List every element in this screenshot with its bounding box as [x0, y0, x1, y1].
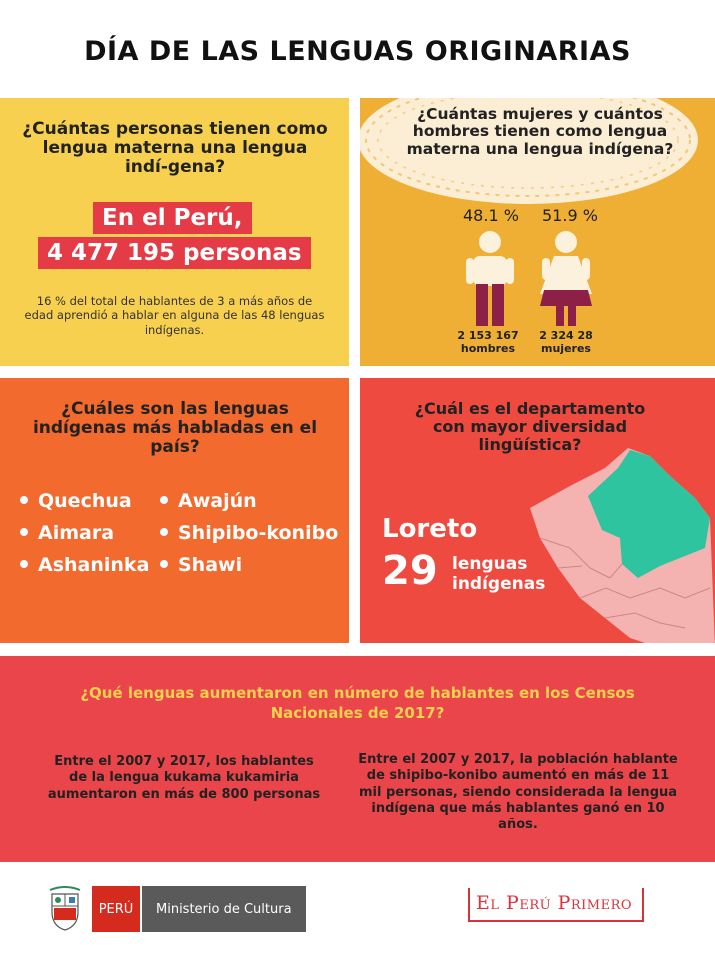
ministry-logo	[46, 886, 306, 932]
list-item: Quechua	[20, 485, 149, 517]
language-list-right	[160, 485, 338, 581]
list-item: Awajún	[160, 485, 338, 517]
question-census: ¿Qué lenguas aumentaron en número de hablantes en los Censos Nacionales de 2017?	[80, 684, 635, 722]
peru-label: PERÚ	[92, 886, 140, 932]
headline-total: 4 477 195 personas	[38, 237, 311, 269]
panel-most-spoken	[0, 378, 349, 643]
peru-coat-of-arms-icon	[46, 886, 84, 932]
woman-figure-icon	[536, 230, 596, 330]
census-paragraph-kukama: Entre el 2007 y 2017, los hablantes de la lengua kukama kukamiria aumentaron en más de 800 personas	[47, 754, 321, 802]
languages-label: lenguas indígenas	[452, 554, 546, 595]
question-diversity: ¿Cuál es el departamento con mayor diversidad lingüística?	[414, 399, 646, 454]
women-label: mujeres	[541, 341, 591, 355]
men-label: hombres	[460, 341, 516, 355]
page-title: DÍA DE LAS LENGUAS ORIGINARIAS	[84, 36, 631, 67]
ministry-label: Ministerio de Cultura	[140, 886, 306, 932]
panel-diversity	[360, 378, 715, 643]
men-count: 2 153 167	[457, 329, 519, 342]
panel-speakers-total	[0, 98, 349, 366]
men-count-block	[448, 330, 528, 355]
brand-logo: El Perú Primero	[468, 888, 644, 922]
list-item: Shipibo-konibo	[160, 517, 338, 549]
women-count-block	[526, 330, 606, 355]
men-percent: 48.1 %	[463, 206, 519, 225]
census-paragraph-shipibo: Entre el 2007 y 2017, la población hablante de shipibo-konibo aumentó en más de 11 mil personas, siendo considerada la lengua indígena que más hablantes ganó en 10 años.	[358, 752, 678, 832]
question-gender: ¿Cuántas mujeres y cuántos hombres tienen como lengua materna una lengua indígena?	[406, 105, 674, 158]
department-name: Loreto	[382, 514, 478, 544]
man-figure-icon	[460, 230, 520, 330]
languages-number: 29	[382, 548, 438, 594]
panel-gender	[360, 98, 715, 366]
peru-map-icon	[510, 438, 715, 643]
panel-census	[0, 656, 715, 862]
headline-country: En el Perú,	[93, 202, 252, 234]
list-item: Ashaninka	[20, 549, 149, 581]
question-speakers-total: ¿Cuántas personas tienen como lengua materna una lengua indí-gena?	[22, 119, 328, 178]
women-count: 2 324 28	[539, 329, 593, 342]
speakers-note: 16 % del total de hablantes de 3 a más años de edad aprendió a hablar en alguna de las 48 lenguas indígenas.	[24, 294, 325, 337]
women-percent: 51.9 %	[542, 206, 598, 225]
question-most-spoken: ¿Cuáles son las lenguas indígenas más habladas en el país?	[32, 399, 318, 458]
language-list-left	[20, 485, 149, 581]
list-item: Shawi	[160, 549, 338, 581]
list-item: Aimara	[20, 517, 149, 549]
